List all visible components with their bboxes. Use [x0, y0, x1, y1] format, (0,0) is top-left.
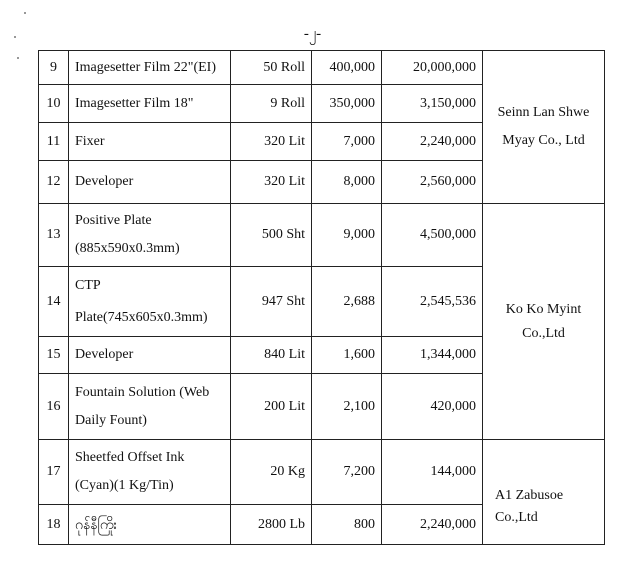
quantity: 9 Roll — [231, 85, 312, 123]
scan-speck — [14, 36, 16, 38]
scan-speck — [24, 12, 26, 14]
row-number: 14 — [39, 267, 69, 337]
row-number: 17 — [39, 440, 69, 505]
item-name — [69, 374, 231, 440]
quantity: 50 Roll — [231, 51, 312, 85]
total-amount: 2,545,536 — [382, 267, 483, 337]
item-name: Imagesetter Film 22"(EI) — [69, 51, 231, 85]
scan-speck — [17, 57, 19, 59]
unit-price: 9,000 — [312, 204, 382, 267]
unit-price: 1,600 — [312, 337, 382, 374]
supplier-cell — [483, 51, 605, 204]
supplier-cell — [483, 440, 605, 545]
procurement-table — [38, 50, 605, 545]
total-amount: 2,240,000 — [382, 505, 483, 545]
quantity: 20 Kg — [231, 440, 312, 505]
item-name-line: Positive Plate — [75, 213, 152, 228]
unit-price: 7,000 — [312, 123, 382, 161]
unit-price: 8,000 — [312, 161, 382, 204]
unit-price: 400,000 — [312, 51, 382, 85]
item-name: Fixer — [69, 123, 231, 161]
unit-price: 7,200 — [312, 440, 382, 505]
row-number: 15 — [39, 337, 69, 374]
supplier-name: Myay Co., Ltd — [502, 133, 585, 148]
item-name-line: Fountain Solution (Web — [75, 384, 210, 400]
total-amount: 20,000,000 — [382, 51, 483, 85]
supplier-name: A1 Zabusoe — [495, 488, 564, 503]
table-row — [39, 204, 605, 267]
page-number: -၂- — [303, 26, 322, 42]
item-name — [69, 267, 231, 337]
quantity: 2800 Lb — [231, 505, 312, 545]
total-amount: 2,560,000 — [382, 161, 483, 204]
quantity: 500 Sht — [231, 204, 312, 267]
table-row — [39, 51, 605, 85]
table-row — [39, 440, 605, 505]
supplier-name: Ko Ko Myint — [505, 301, 582, 317]
unit-price: 2,100 — [312, 374, 382, 440]
item-name: ဂုန်နီကြိုး — [69, 505, 231, 545]
row-number: 10 — [39, 85, 69, 123]
supplier-name: Co.,Ltd — [522, 325, 565, 341]
quantity: 200 Lit — [231, 374, 312, 440]
total-amount: 1,344,000 — [382, 337, 483, 374]
item-name — [69, 204, 231, 267]
row-number: 13 — [39, 204, 69, 267]
supplier-cell — [483, 204, 605, 440]
unit-price: 800 — [312, 505, 382, 545]
total-amount: 2,240,000 — [382, 123, 483, 161]
total-amount: 420,000 — [382, 374, 483, 440]
item-name: Developer — [69, 337, 231, 374]
row-number: 16 — [39, 374, 69, 440]
item-name-line: (Cyan)(1 Kg/Tin) — [75, 478, 174, 493]
supplier-name: Co.,Ltd — [495, 510, 538, 525]
quantity: 320 Lit — [231, 161, 312, 204]
total-amount: 4,500,000 — [382, 204, 483, 267]
row-number: 12 — [39, 161, 69, 204]
supplier-name: Seinn Lan Shwe — [497, 105, 590, 120]
quantity: 320 Lit — [231, 123, 312, 161]
total-amount: 144,000 — [382, 440, 483, 505]
item-name: Imagesetter Film 18" — [69, 85, 231, 123]
unit-price: 350,000 — [312, 85, 382, 123]
item-name-line: CTP — [75, 277, 101, 293]
row-number: 9 — [39, 51, 69, 85]
quantity: 947 Sht — [231, 267, 312, 337]
item-name: Developer — [69, 161, 231, 204]
row-number: 11 — [39, 123, 69, 161]
row-number: 18 — [39, 505, 69, 545]
item-name — [69, 440, 231, 505]
unit-price: 2,688 — [312, 267, 382, 337]
item-name-line: Daily Fount) — [75, 412, 147, 428]
item-name-line: Sheetfed Offset Ink — [75, 450, 185, 465]
quantity: 840 Lit — [231, 337, 312, 374]
total-amount: 3,150,000 — [382, 85, 483, 123]
item-name-line: (885x590x0.3mm) — [75, 241, 180, 256]
item-name-line: Plate(745x605x0.3mm) — [75, 309, 208, 325]
